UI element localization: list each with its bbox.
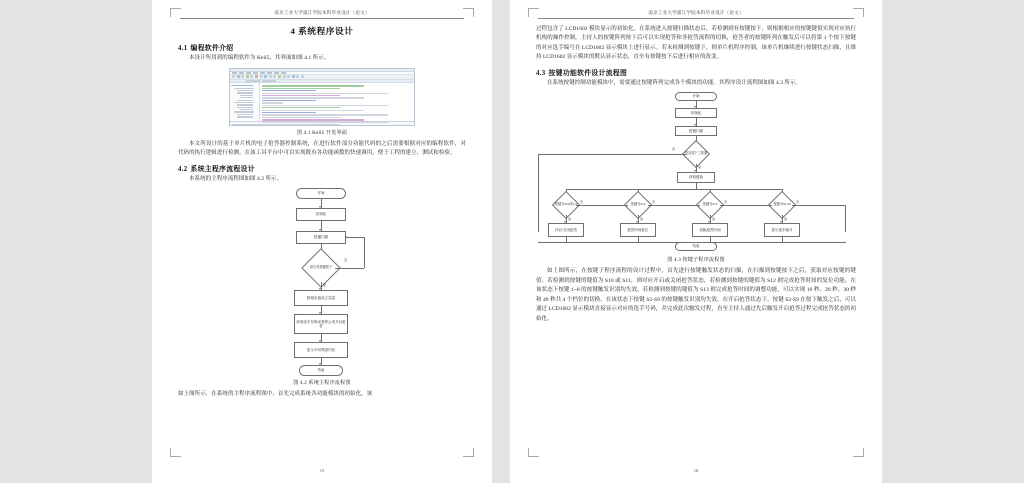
- section-heading-4-1: [178, 42, 466, 52]
- flow-connector: [720, 205, 772, 206]
- section-number: 4.1: [178, 44, 188, 52]
- flow-connector: [845, 205, 846, 232]
- flow-label-no: 否: [796, 199, 800, 204]
- section-title: 按键功能软件设计流程图: [548, 69, 628, 77]
- flow-connector: [364, 237, 365, 268]
- flow-connector: [346, 237, 364, 238]
- viewer-page-gap: [492, 0, 510, 483]
- flow-node-display: 显示不同界面内容: [294, 342, 348, 358]
- keil-code-editor: [260, 83, 414, 121]
- flow-decision-branch-2: 按键为S12: [630, 202, 646, 207]
- flow-connector: [576, 205, 628, 206]
- crop-mark-top-right: [463, 8, 474, 17]
- chapter-title: 4 系统程序设计: [290, 25, 354, 36]
- paragraph-4-3: 在系统按键控制功能模块中，需要通过按键阵列完成各个模块的功能。其程序设计流程图如图 4.3 所示。: [547, 80, 802, 87]
- flow-node-key-scan: 按键扫描: [296, 231, 346, 244]
- paragraph-4-1: 本设计所用到的编程软件为 Keil5，其界面如图 4.1 所示。: [189, 55, 330, 61]
- flow-arrow: [345, 236, 347, 238]
- flow-label-yes: 是: [323, 282, 327, 287]
- paragraph-top-page-16: 过程包含了 LCD1602 模块显示的初始化。在系统进入按键扫描状态后，若检测到有按键按下，则根据相应的按键键值实现对应执行机构的操作控制。主持人的按键阵列按下后可以实现抢答和非抢答流程的切换，抢答者的按键阵列在触发后可以将第 1 个按下按键的对应选手编号在 LCD1602 显示模块上进行显示。若未检测到按键下，则单片机程序控制，该单片机继续进行按键状态扫描，且维持 LCD1602 显示模块的默认显示状态，直至有按键按下后进行相应的改变。: [536, 25, 856, 61]
- flow-decision-branch-1: 按键为S10或S11: [554, 202, 578, 207]
- section-number: 4.2: [178, 165, 188, 173]
- flowchart-key-subroutine: [536, 92, 856, 249]
- crop-mark-top-left: [528, 8, 539, 17]
- flow-label-no: 否: [672, 146, 676, 151]
- flow-decision-key-pressed: 是否按下了按键: [684, 151, 708, 156]
- section-number: 4.3: [536, 69, 546, 77]
- flow-label-no: 否: [580, 199, 584, 204]
- document-page-16[interactable]: [510, 0, 882, 483]
- crop-mark-bottom-right: [463, 448, 474, 457]
- figure-caption-4-2: 图 4.2 系统主程序流程图: [293, 379, 351, 386]
- flow-label-yes: 是: [698, 164, 702, 169]
- viewer-left-margin: [0, 0, 152, 483]
- page-number: 15: [319, 468, 325, 473]
- header-rule: [180, 18, 464, 19]
- crop-mark-bottom-left: [170, 448, 181, 457]
- page-number: 16: [693, 468, 699, 473]
- crop-mark-top-right: [853, 8, 864, 17]
- flow-label-no: 否: [344, 257, 348, 262]
- flow-node-end: 结束: [675, 242, 717, 251]
- section-heading-4-3: [536, 67, 856, 77]
- flow-node-init: 初始化: [296, 208, 346, 221]
- flow-label-yes: 是: [784, 216, 788, 221]
- crop-mark-top-left: [170, 8, 181, 17]
- flow-label-no: 否: [652, 199, 656, 204]
- flow-node-result-4: 显示选手编号: [764, 223, 800, 237]
- flow-decision-branch-4: 按键为S2-S9: [773, 202, 791, 207]
- flow-decision-branch-3: 按键为S13: [702, 202, 718, 207]
- crop-mark-bottom-left: [528, 448, 539, 457]
- section-title: 编程软件介绍: [190, 44, 234, 52]
- section-title: 系统主程序流程设计: [190, 165, 255, 173]
- figure-keil-screenshot: [178, 68, 466, 126]
- flow-connector: [335, 268, 364, 269]
- viewer-right-margin: [882, 0, 1024, 483]
- paragraph-bottom-page-15: 如上图所示，在系统的主程序流程图中，首先完成系统各功能模块的初始化，该: [178, 390, 373, 397]
- header-rule: [538, 18, 854, 19]
- paragraph-bottom-page-16: 如上图所示，在按键子程序流程的设计过程中，首先进行按键触发状态的扫描，在扫描到按键按下之后，获取对应按键的键值。若检测到按键的键值为 S10 或 S11，则对应开启或关闭抢答状态，若检测到按键的键值为 S12 则完成抢答时间的复位功能，在该状态下按键 1~8 的按键触发识别均失效，若检测到按键的键值为 S13 则完成抢答时间的调整功能，可以实现 10 秒、20 秒、30 秒和 40 秒共 4 个档位的切换。在该状态下按键 S2-S9 的按键触发识别均失效。在开启抢答状态下，按键 S2-S9 在按下触发之后，可以通过 LCD1602 显示模块直接显示对应的选手号码，并完成此次触发过程，直至主持人通过先后触发开启抢答过程完成抢答状态的初始化。: [536, 267, 856, 322]
- flow-connector: [566, 189, 782, 190]
- paragraph-after-figure-4-1: 本文所设计的基于单片机的电子抢答器控制系统，在进行软件部分功能代码的之后需要根据对应的编程软件，对代码的执行逻辑进行检测。在该工具平台中可以实现既有各功能函数的快速调用，便于工程的建立、测试和检验。: [178, 140, 466, 157]
- flow-node-result-2: 抢答时间复位: [620, 223, 656, 237]
- paragraph-4-2: 本系统的主程序流程图如图 4.2 所示。: [189, 176, 283, 183]
- flow-node-get-player: 获取选手号码或者停止或开启抢答: [294, 314, 348, 334]
- flow-node-result-1: 开启/关闭抢答: [548, 223, 584, 237]
- flow-node-result-3: 切换抢答时间: [692, 223, 728, 237]
- flow-node-get-key-value: 获取键值: [677, 172, 715, 183]
- section-heading-4-2: [178, 163, 466, 173]
- flow-node-start: 开始: [675, 92, 717, 101]
- flow-node-start: 开始: [296, 188, 346, 199]
- flow-connector: [538, 154, 686, 155]
- flow-connector: [648, 205, 700, 206]
- document-page-15[interactable]: [152, 0, 492, 483]
- flow-connector: [538, 154, 539, 232]
- flow-label-no: 否: [724, 199, 728, 204]
- figure-caption-4-1: 图 4.1 Keil5 开发界面: [296, 129, 348, 136]
- page-header: 南京工业大学浦江学院本科毕业设计（论文）: [648, 10, 744, 15]
- page-header: 南京工业大学浦江学院本科毕业设计（论文）: [274, 10, 370, 15]
- flow-node-init: 初始化: [675, 108, 717, 118]
- flow-connector: [792, 205, 846, 206]
- figure-caption-4-3: 图 4.3 按键子程序流程图: [667, 256, 725, 263]
- flow-node-end: 结束: [299, 365, 343, 376]
- keil-main-area: [230, 83, 414, 121]
- flow-node-set-variable: 按相应值设立变量: [294, 290, 348, 306]
- flowchart-main-program: [178, 188, 466, 376]
- crop-mark-bottom-right: [853, 448, 864, 457]
- flow-node-key-scan: 按键扫描: [675, 126, 717, 136]
- flow-label-yes: 是: [640, 216, 644, 221]
- flow-label-yes: 是: [712, 216, 716, 221]
- flow-label-yes: 是: [568, 216, 572, 221]
- keil-project-tree: [230, 83, 260, 121]
- keil-ide-image: [229, 68, 415, 126]
- flow-decision-key-pressed: 是否有按键按下: [309, 264, 333, 269]
